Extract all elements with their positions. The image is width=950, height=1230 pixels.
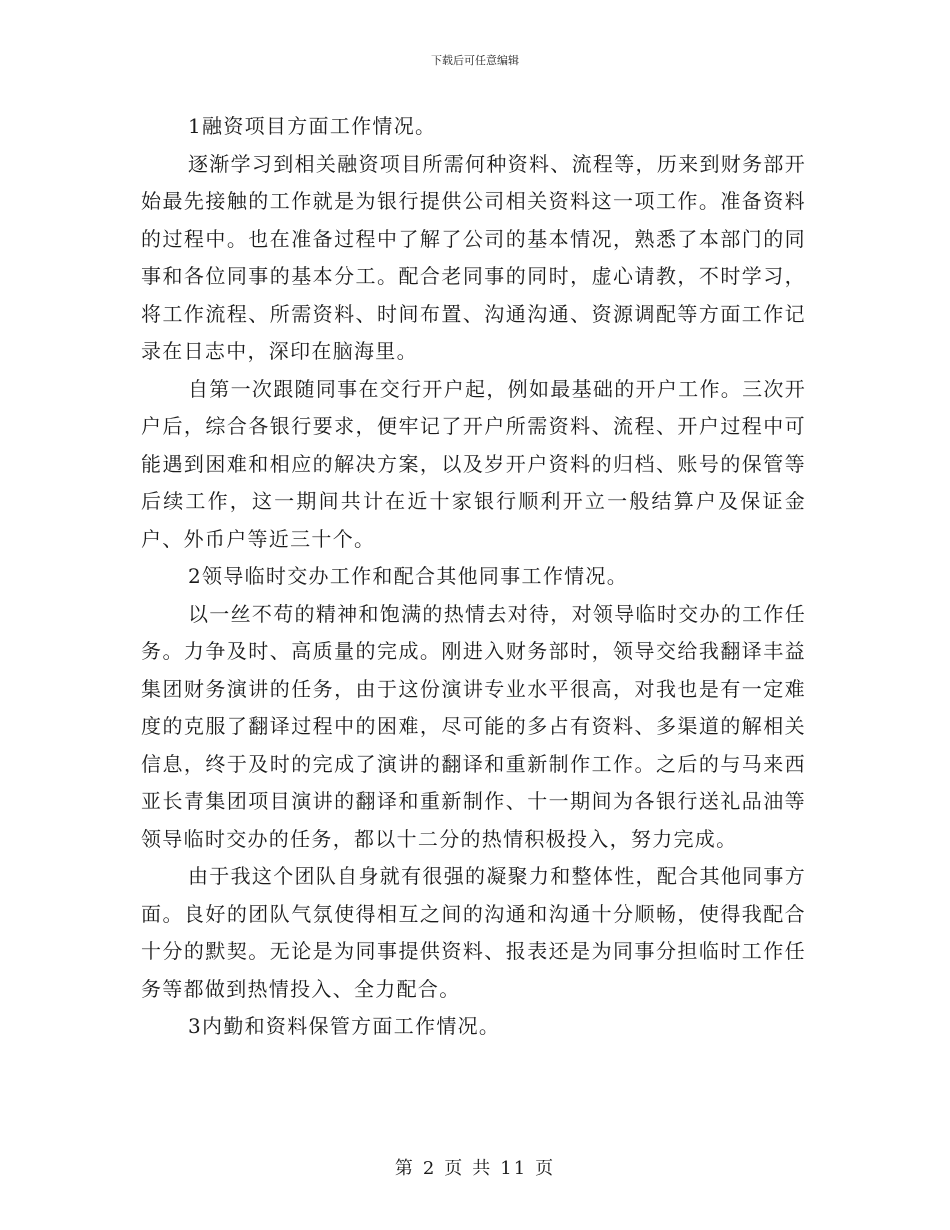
footer-label-total: 共 [472, 1158, 493, 1179]
paragraph-account-opening: 自第一次跟随同事在交行开户起，例如最基础的开户工作。三次开户后，综合各银行要求，便牢记了开户所需资料、流程、开户过程中可能遇到困难和相应的解决方案，以及岁开户资料的归档、账号的保管等后续工作，这一期间共计在近十家银行顺利开立一般结算户及保证金户、外币户等近三十个。 [141, 376, 806, 551]
section-heading-temporary-tasks: 2领导临时交办工作和配合其他同事工作情况。 [188, 564, 629, 588]
paragraph-financing-learning: 逐渐学习到相关融资项目所需何种资料、流程等，历来到财务部开始最先接触的工作就是为银行提供公司相关资料这一项工作。准备资料的过程中。也在准备过程中了解了公司的基本情况，熟悉了本部门的同事和各位同事的基本分工。配合老同事的同时，虚心请教，不时学习，将工作流程、所需资料、时间布置、沟通沟通、资源调配等方面工作记录在日志中，深印在脑海里。 [141, 151, 806, 363]
footer-current-page: 2 [422, 1158, 437, 1179]
footer-total-pages: 11 [500, 1158, 528, 1179]
footer-label-unit-end: 页 [535, 1158, 556, 1179]
footer-label-unit: 页 [444, 1158, 465, 1179]
paragraph-team-cooperation: 由于我这个团队自身就有很强的凝聚力和整体性，配合其他同事方面。良好的团队气氛使得相互之间的沟通和沟通十分顺畅，使得我配合十分的默契。无论是为同事提供资料、报表还是为同事分担临时工作任务等都做到热情投入、全力配合。 [141, 864, 806, 1001]
page-header: 下载后可任意编辑 [431, 54, 519, 67]
page-footer [0, 1154, 950, 1180]
section-heading-internal-affairs: 3内勤和资料保管方面工作情况。 [188, 1014, 501, 1038]
document-body [141, 108, 806, 1046]
section-heading-financing: 1融资项目方面工作情况。 [188, 114, 437, 138]
footer-label-page: 第 [394, 1158, 415, 1179]
paragraph-temporary-tasks: 以一丝不苟的精神和饱满的热情去对待，对领导临时交办的工作任务。力争及时、高质量的完成。刚进入财务部时，领导交给我翻译丰益集团财务演讲的任务，由于这份演讲专业水平很高，对我也是有一定难度的克服了翻译过程中的困难，尽可能的多占有资料、多渠道的解相关信息，终于及时的完成了演讲的翻译和重新制作工作。之后的与马来西亚长青集团项目演讲的翻译和重新制作、十一期间为各银行送礼品油等领导临时交办的任务，都以十二分的热情积极投入，努力完成。 [141, 601, 806, 851]
